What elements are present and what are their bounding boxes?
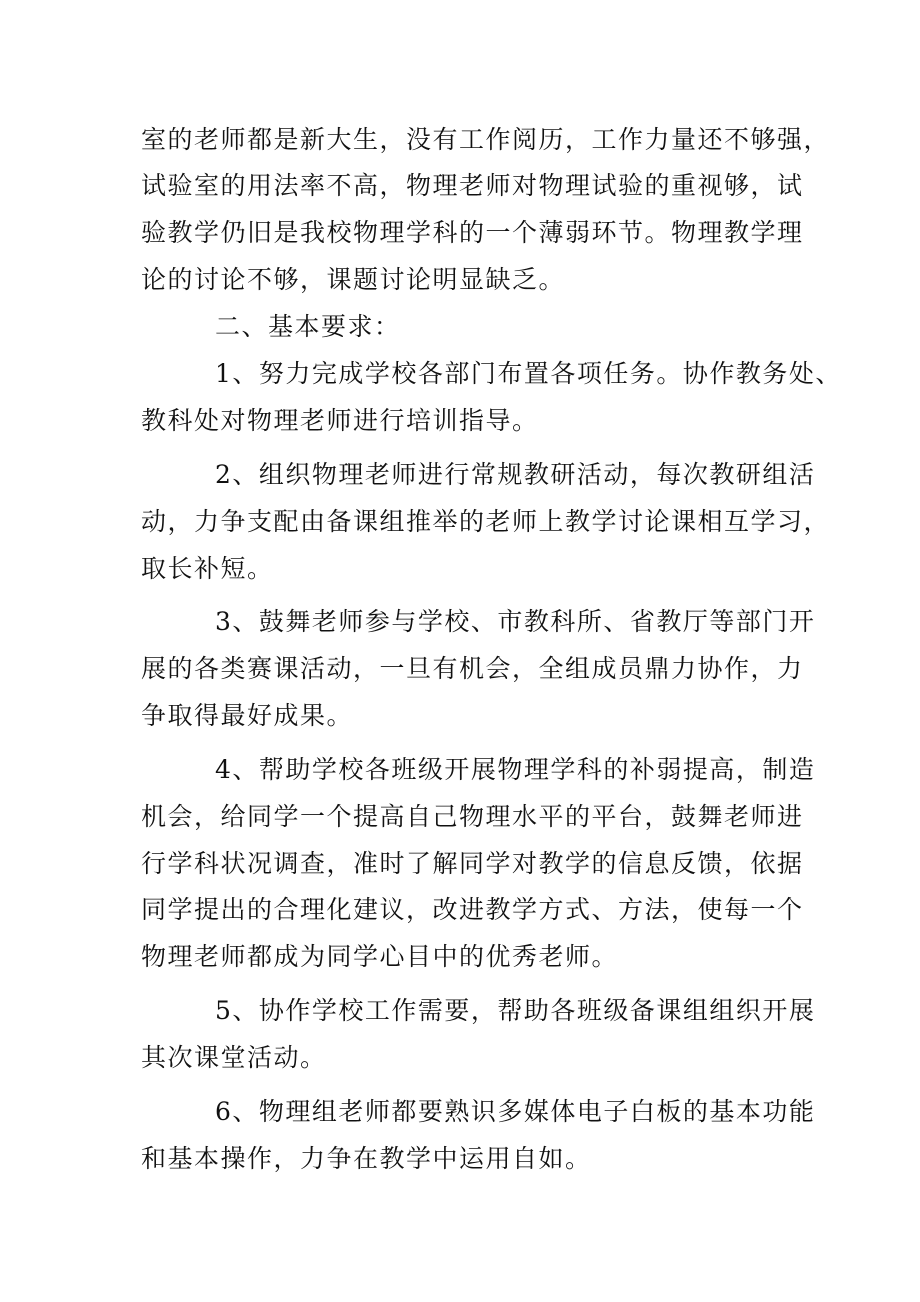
list-item-6-line: 和基本操作，力争在教学中运用自如。 xyxy=(141,1144,592,1173)
list-item-1-line: 教科处对物理老师进行培训指导。 xyxy=(141,406,539,435)
list-item-2-line: 2、组织物理老师进行常规教研活动，每次教研组活 xyxy=(215,460,816,489)
list-item-4-line: 机会，给同学一个提高自己物理水平的平台，鼓舞老师进 xyxy=(141,802,804,831)
list-item-3-line: 3、鼓舞老师参与学校、市教科所、省教厅等部门开 xyxy=(215,607,816,636)
list-item-5-line: 其次课堂活动。 xyxy=(141,1043,327,1072)
section-heading: 二、基本要求： xyxy=(215,312,401,341)
list-item-6-line: 6、物理组老师都要熟识多媒体电子白板的基本功能 xyxy=(215,1097,816,1126)
text-line: 论的讨论不够，课题讨论明显缺乏。 xyxy=(141,265,566,294)
list-item-4-line: 同学提出的合理化建议，改进教学方式、方法，使每一个 xyxy=(141,895,804,924)
list-item-2-line: 取长补短。 xyxy=(141,554,274,583)
text-line: 验教学仍旧是我校物理学科的一个薄弱环节。物理教学理 xyxy=(141,218,804,247)
text-line: 试验室的用法率不高，物理老师对物理试验的重视够，试 xyxy=(141,171,804,200)
list-item-3-line: 展的各类赛课活动，一旦有机会，全组成员鼎力协作，力 xyxy=(141,654,804,683)
list-item-4-line: 4、帮助学校各班级开展物理学科的补弱提高，制造 xyxy=(215,755,816,784)
list-item-5-line: 5、协作学校工作需要，帮助各班级备课组组织开展 xyxy=(215,996,816,1025)
list-item-4-line: 行学科状况调查，准时了解同学对教学的信息反馈，依据 xyxy=(141,849,804,878)
text-line: 室的老师都是新大生，没有工作阅历，工作力量还不够强， xyxy=(141,125,831,154)
list-item-3-line: 争取得最好成果。 xyxy=(141,701,354,730)
list-item-2-line: 动，力争支配由备课组推举的老师上教学讨论课相互学习， xyxy=(141,507,831,536)
list-item-4-line: 物理老师都成为同学心目中的优秀老师。 xyxy=(141,942,619,971)
list-item-1-line: 1、努力完成学校各部门布置各项任务。协作教务处、 xyxy=(215,359,842,388)
